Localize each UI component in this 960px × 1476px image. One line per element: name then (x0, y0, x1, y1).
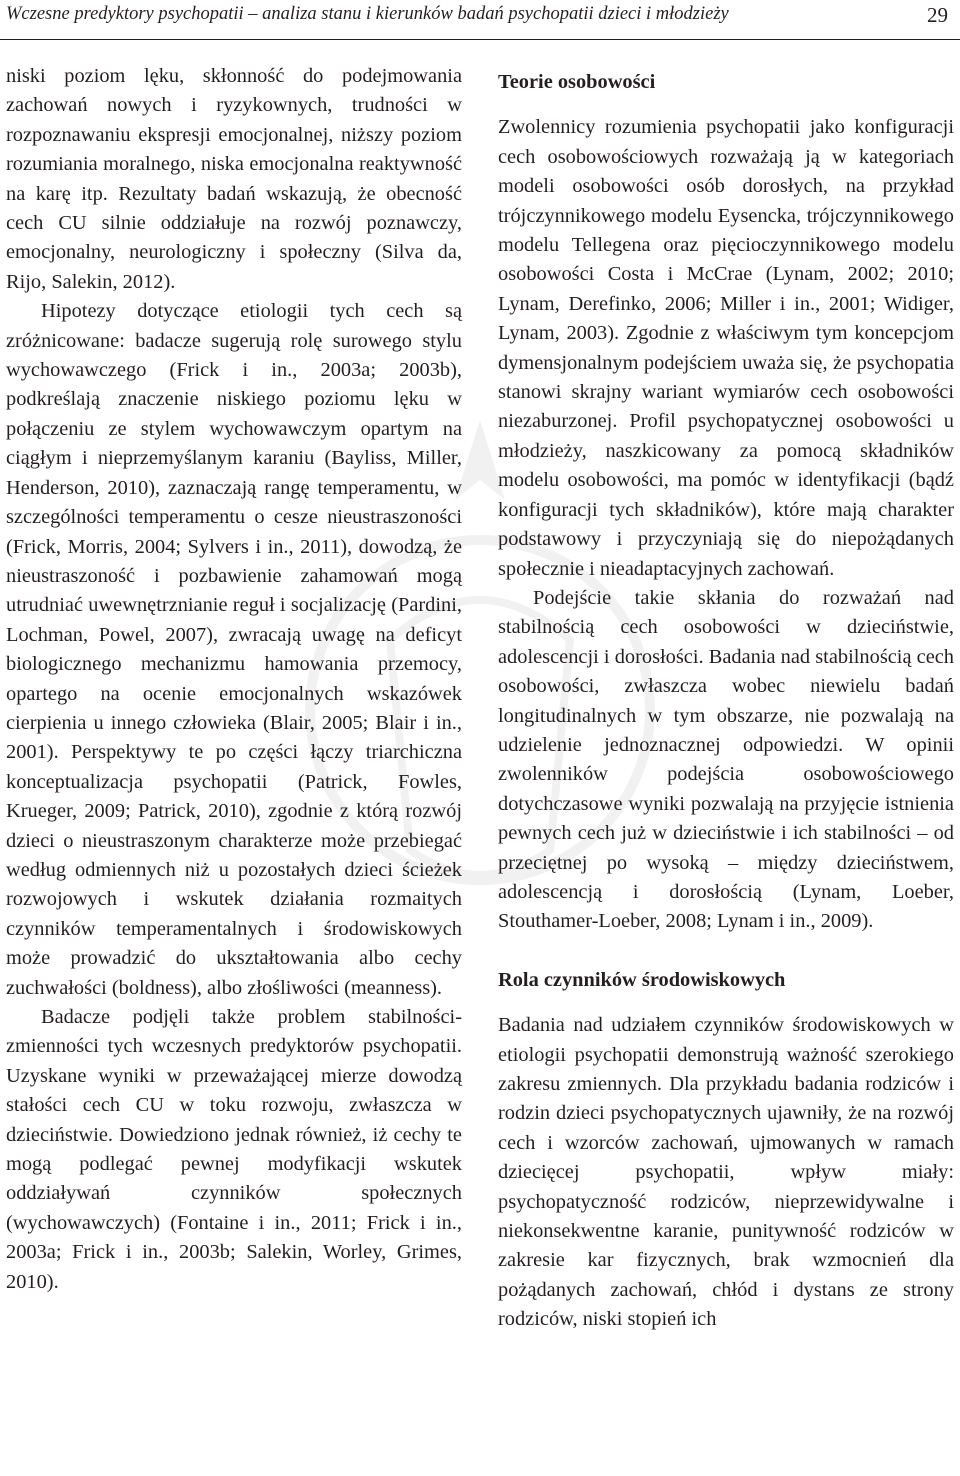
running-title: Wczesne predyktory psychopatii – analiza stanu i kierunków badań psychopatii dzieci i młodzieży (6, 4, 729, 24)
body-paragraph: Badacze podjęli także problem stabilności-zmienności tych wczesnych predyktorów psychopatii. Uzyskane wyniki w przeważającej mierze dowodzą stałości cech CU w toku rozwoju, zwłaszcza w dzieciństwie. Dowiedziono jednak również, iż cechy te mogą podlegać pewnej modyfikacji wskutek oddziaływań czynników społecznych (wychowawczych) (Fontaine i in., 2011; Frick i in., 2003a; Frick i in., 2003b; Salekin, Worley, Grimes, 2010). (6, 1006, 462, 1293)
left-column (6, 62, 462, 1297)
section-heading-environmental-factors: Rola czynników środowiskowych (498, 968, 786, 991)
body-paragraph: Hipotezy dotyczące etiologii tych cech są zróżnicowane: badacze sugerują rolę surowego stylu wychowawczego (Frick i in., 2003a; 2003b), podkreślają znaczenie niskiego poziomu lęku w połączeniu ze stylem wychowawczym opartym na ciągłym i nieprzemyślanym karaniu (Bayliss, Miller, Henderson, 2010), zaznaczają rangę temperamentu, w szczególności temperamentu o cesze nieustraszoności (Frick, Morris, 2004; Sylvers i in., 2011), dowodzą, że nieustraszoność i pozbawienie zahamowań mogą utrudniać uwewnętrznianie reguł i socjalizację (Pardini, Lochman, Powel, 2007), zwracają uwagę na deficyt biologicznego mechanizmu hamowania przemocy, opartego na ocenie emocjonalnych wskazówek cierpienia u innego człowieka (Blair, 2005; Blair i in., 2001). Perspektywy te po części łączy triarchiczna konceptualizacja psychopatii (Patrick, Fowles, Krueger, 2009; Patrick, 2010), zgodnie z którą rozwój dzieci o nieustraszonym charakterze może przebiegać według odmiennych niż u pozostałych dzieci ścieżek rozwojowych i wskutek działania rozmaitych czynników temperamentalnych i środowiskowych może prowadzić do ukształtowania albo cechy zuchwałości (boldness), albo złośliwości (meanness). (6, 300, 462, 999)
body-paragraph: Podejście takie skłania do rozważań nad stabilnością cech osobowości w dzieciństwie, adolescencji i dorosłości. Badania nad stabilnością cech osobowości, zwłaszcza wobec niewielu badań longitudinalnych w tym obszarze, nie pozwalają na udzielenie jednoznacznej odpowiedzi. W opinii zwolenników podejścia osobowościowego dotychczasowe wyniki pozwalają na przyjęcie istnienia pewnych cech już w dzieciństwie i ich stabilności – od przeciętnej po wysoką – między dzieciństwem, adolescencją i dorosłością (Lynam, Loeber, Stouthamer-Loeber, 2008; Lynam i in., 2009). (498, 586, 954, 933)
body-paragraph: Badania nad udziałem czynników środowiskowych w etiologii psychopatii demonstrują ważność szerokiego zakresu zmiennych. Dla przykładu badania rodziców i rodzin dzieci psychopatycznych ujawniły, że na rozwój cech i wzorców zachowań, ujmowanych w ramach dziecięcej psychopatii, wpływ miały: psychopatyczność rodziców, nieprzewidywalne i niekonsekwentne karanie, punitywność rodziców w zakresie kar fizycznych, brak wzmocnień dla pożądanych zachowań, chłód i dystans ze strony rodziców, niski stopień ich (498, 1014, 954, 1331)
page-number: 29 (927, 3, 948, 27)
running-header (0, 0, 960, 40)
right-column (498, 62, 954, 1335)
body-paragraph: niski poziom lęku, skłonność do podejmowania zachowań nowych i ryzykownych, trudności w rozpoznawaniu ekspresji emocjonalnej, niższy poziom rozumiania moralnego, niska emocjonalna reaktywność na karę itp. Rezultaty badań wskazują, że obecność cech CU silnie oddziałuje na rozwój poznawczy, emocjonalny, neurologiczny i społeczny (Silva da, Rijo, Salekin, 2012). (6, 65, 462, 293)
body-paragraph: Zwolennicy rozumienia psychopatii jako konfiguracji cech osobowościowych rozważają ją w kategoriach modeli osobowości osób dorosłych, na przykład trójczynnikowego modelu Eysencka, trójczynnikowego modelu Tellegena oraz pięcioczynnikowego modelu osobowości Costa i McCrae (Lynam, 2002; 2010; Lynam, Derefinko, 2006; Miller i in., 2001; Widiger, Lynam, 2003). Zgodnie z właściwym tym koncepcjom dymensjonalnym podejściem uważa się, że psychopatia stanowi skrajny wariant wymiarów cech osobowości niezaburzonej. Profil psychopatycznej osobowości u młodzieży, naszkicowany za pomocą składników modelu osobowości, ma pomóc w identyfikacji (bądź konfiguracji tych składników), które mają charakter podstawowy i przyczyniają się do niepożądanych społecznie i nieadaptacyjnych zachowań. (498, 116, 954, 580)
section-heading-personality-theories: Teorie osobowości (498, 71, 656, 93)
